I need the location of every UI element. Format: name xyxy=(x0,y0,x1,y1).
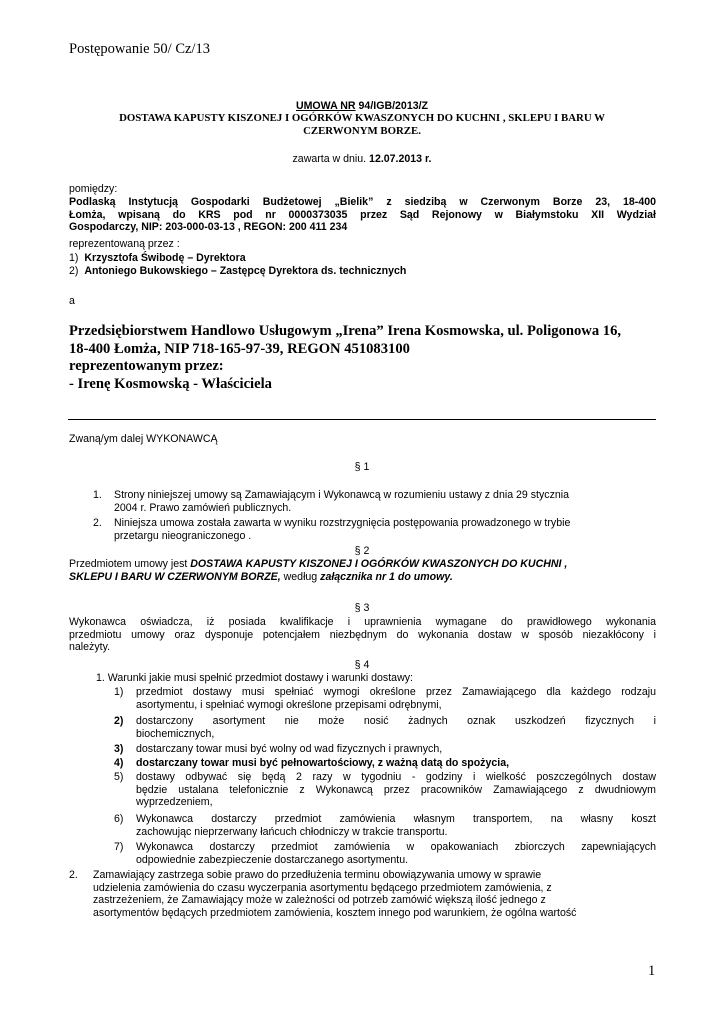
condition-6-number: 6) xyxy=(114,813,124,825)
condition-2-text: dostarczony asortyment nie może nosić żadnych oznak uszkodzeń fizycznych i biochemicznych, xyxy=(136,715,656,740)
between-label: pomiędzy: xyxy=(69,183,118,195)
section-1-item-2-number: 2. xyxy=(93,517,102,529)
contract-number: UMOWA NR 94/IGB/2013/Z xyxy=(295,100,429,112)
contract-subject: DOSTAWA KAPUSTY KISZONEJ I OGÓRKÓW KWASZONYCH DO KUCHNI , SKLEPU I BARU W CZERWONYM BORZE. xyxy=(119,112,605,137)
section-4-heading: § 4 xyxy=(354,659,370,671)
section-3-heading: § 3 xyxy=(354,602,370,614)
and-label: a xyxy=(69,295,75,307)
section-1-item-1-number: 1. xyxy=(93,489,102,501)
condition-3-text: dostarczany towar musi być wolny od wad fizycznych i prawnych, xyxy=(136,743,443,755)
section-2-heading: § 2 xyxy=(354,545,370,557)
represented-by-label: reprezentowaną przez : xyxy=(69,238,180,250)
page-number: 1 xyxy=(648,963,656,979)
condition-5-text: dostawy odbywać się będą 2 razy w tygodniu - godziny i wielkość poszczególnych dostaw będzie ustalana telefonicznie z Wykonawcą przez pracowników Zamawiającego z dwudniowym wyprzedzeniem, xyxy=(136,771,656,809)
representative-1: 1) Krzysztofa Świbodę – Dyrektora xyxy=(69,252,246,264)
separator-line xyxy=(68,419,656,420)
contractor-label: Zwaną/ym dalej WYKONAWCĄ xyxy=(69,433,218,445)
section-4-point-2: Zamawiający zastrzega sobie prawo do przedłużenia terminu obowiązywania umowy w sprawie udzielenia zamówienia do czasu wyczerpania asortymentu będącego przedmiotem zamówienia, z zastrzeżeniem, że Zamawiający może w zależności od potrzeb zamówić większą ilość jednego z asortymentów będących przedmiotem zamówienia, kosztem innego pod warunkiem, że ogólna wartość xyxy=(93,869,577,919)
condition-5-number: 5) xyxy=(114,771,124,783)
condition-7-text: Wykonawca dostarczy przedmiot zamówienia w opakowaniach zbiorczych zapewniających odpowiednie zabezpieczenie dostarczanego asortymentu. xyxy=(136,841,656,866)
condition-2-number: 2) xyxy=(114,715,124,727)
party1-description: Podlaską Instytucją Gospodarki Budżetowej „Bielik” z siedzibą w Czerwonym Borze 23, 18-400 Łomża, wpisaną do KRS pod nr 0000373035 przez Sąd Rejonowy w Białymstoku XII Wydział Gospodarczy, NIP: 203-000-03-13 , REGON: 200 411 234 xyxy=(69,196,656,234)
procedure-reference: Postępowanie 50/ Cz/13 xyxy=(69,41,210,57)
contract-date: zawarta w dniu. 12.07.2013 r. xyxy=(292,153,432,165)
section-1-heading: § 1 xyxy=(354,461,370,473)
condition-3-number: 3) xyxy=(114,743,124,755)
condition-4-number: 4) xyxy=(114,757,124,769)
section-2-text: Przedmiotem umowy jest DOSTAWA KAPUSTY KISZONEJ I OGÓRKÓW KWASZONYCH DO KUCHNI , SKLEPU I BARU W CZERWONYM BORZE, według załącznika nr 1 do umowy. xyxy=(69,558,568,583)
section-3-text: Wykonawca oświadcza, iż posiada kwalifikacje i uprawnienia wymagane do prawidłowego wykonania przedmiotu umowy oraz dysponuje potencjałem niezbędnym do wykonania dostaw w sposób niezakłócony i należyty. xyxy=(69,616,656,654)
section-4-point-2-number: 2. xyxy=(69,869,78,881)
condition-7-number: 7) xyxy=(114,841,124,853)
condition-4-text: dostarczany towar musi być pełnowartościowy, z ważną datą do spożycia, xyxy=(136,757,510,769)
representative-2: 2) Antoniego Bukowskiego – Zastępcę Dyrektora ds. technicznych xyxy=(69,265,407,277)
section-4-point-1: 1. Warunki jakie musi spełnić przedmiot dostawy i warunki dostawy: xyxy=(96,672,413,684)
condition-1-number: 1) xyxy=(114,686,124,698)
section-1-item-2: Niniejsza umowa została zawarta w wyniku rozstrzygnięcia postępowania prowadzonego w trybie przetargu nieograniczonego . xyxy=(114,517,571,542)
section-1-item-1: Strony niniejszej umowy są Zamawiającym i Wykonawcą w rozumieniu ustawy z dnia 29 stycznia 2004 r. Prawo zamówień publicznych. xyxy=(114,489,570,514)
condition-1-text: przedmiot dostawy musi spełniać wymogi określone przez Zamawiającego dla każdego rodzaju asortymentu, i spełniać wymogi określone przepisami odrębnymi, xyxy=(136,686,656,711)
condition-6-text: Wykonawca dostarczy przedmiot zamówienia własnym transportem, na własny koszt zachowując nieprzerwany łańcuch chłodniczy w trakcie transportu. xyxy=(136,813,656,838)
party2-description: Przedsiębiorstwem Handlowo Usługowym „Irena” Irena Kosmowska, ul. Poligonowa 16, 18-400 Łomża, NIP 718-165-97-39, REGON 451083100 reprezentowanym przez: - Irenę Kosmowską - Właściciela xyxy=(69,323,622,392)
